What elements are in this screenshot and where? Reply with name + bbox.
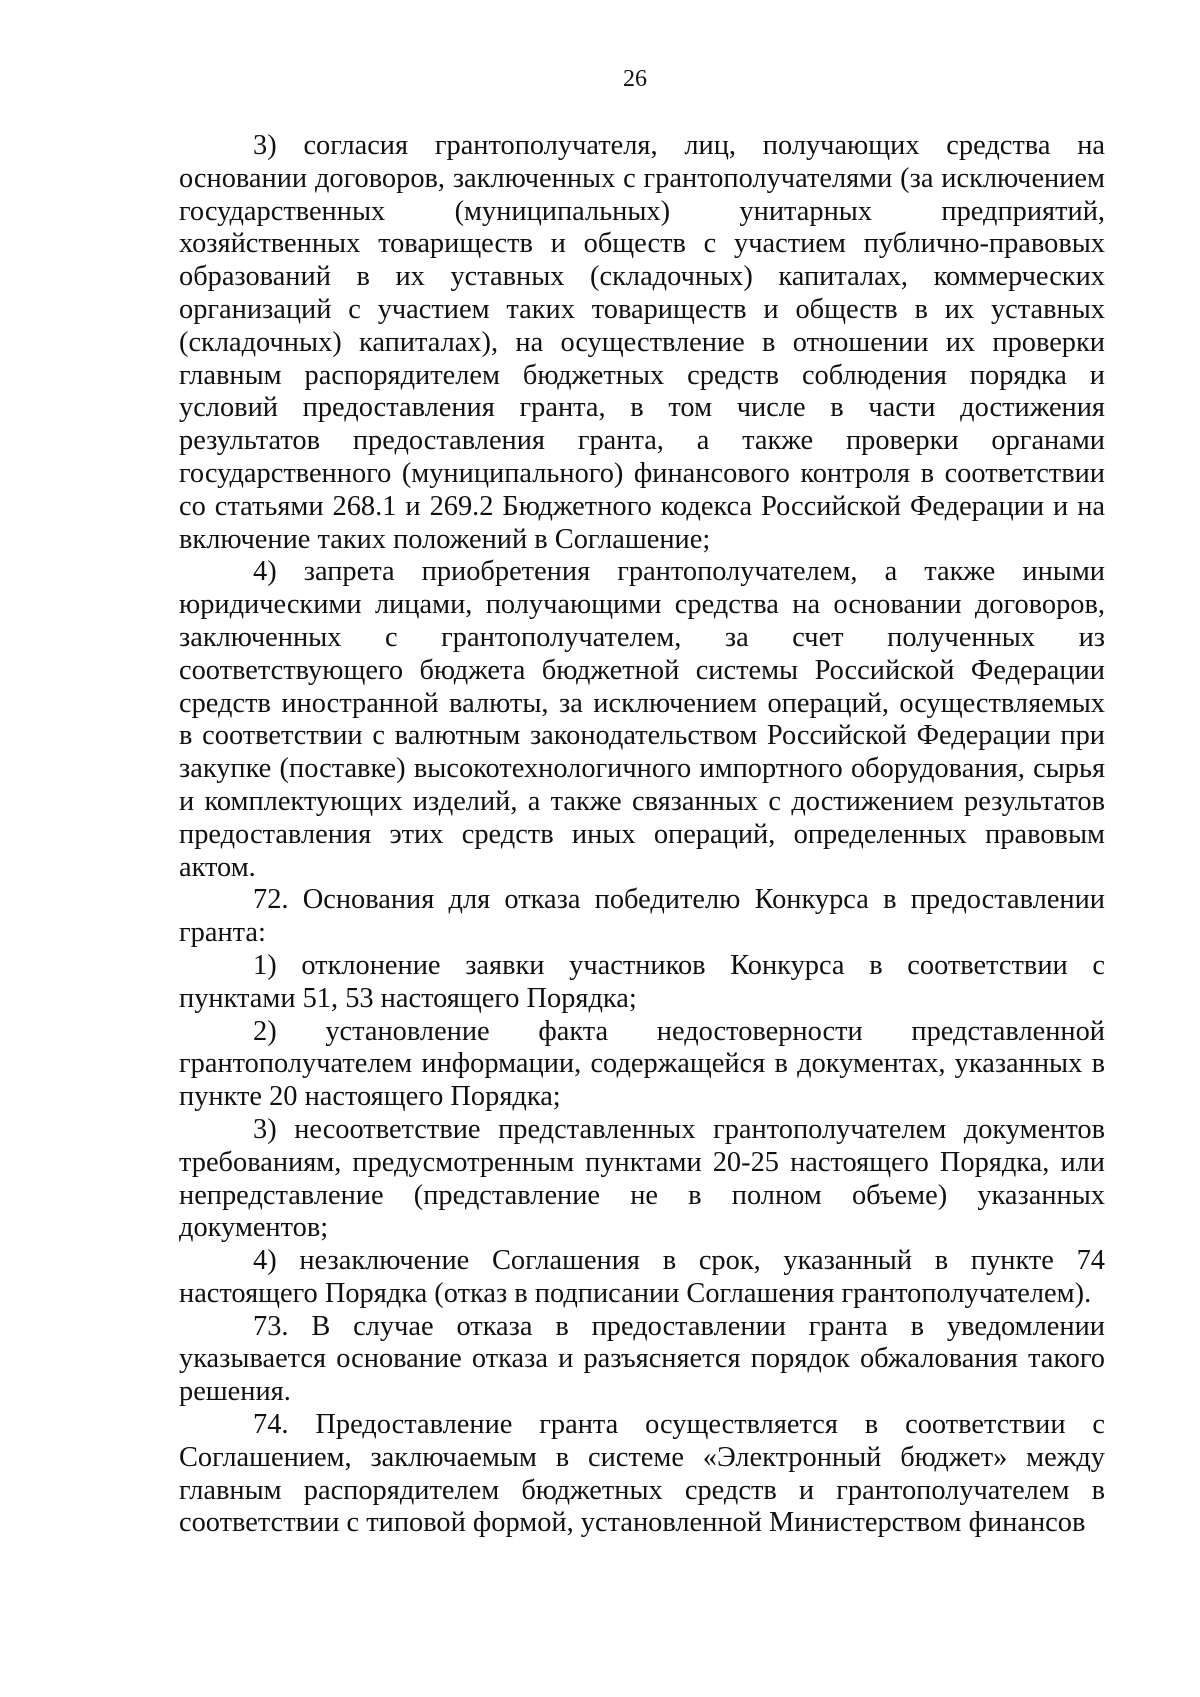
paragraph-73-refusal-notice: 73. В случае отказа в предоставлении гранта в уведомлении указывается основание отказа и разъясняется порядок обжалования такого решения. — [179, 1310, 1105, 1408]
paragraph-72-item-1: 1) отклонение заявки участников Конкурса в соответствии с пунктами 51, 53 настоящего Порядка; — [179, 949, 1105, 1014]
paragraph-72-item-4: 4) незаключение Соглашения в срок, указанный в пункте 74 настоящего Порядка (отказ в подписании Соглашения грантополучателем). — [179, 1245, 1105, 1309]
paragraph-74-grant-provision: 74. Предоставление гранта осуществляется в соответствии с Соглашением, заключаемым в системе «Электронный бюджет» между главным распорядителем бюджетных средств и грантополучателем в соответствии с типовой формой, установленной Министерством финансов — [179, 1409, 1105, 1539]
paragraph-72-item-3: 3) несоответствие представленных грантополучателем документов требованиям, предусмотренным пунктами 20-25 настоящего Порядка, или непредставление (представление не в полном объеме) указанных документов; — [179, 1113, 1105, 1244]
document-body — [179, 130, 1105, 1540]
page-number: 26 — [623, 66, 647, 92]
paragraph-item-3-consent: 3) согласия грантополучателя, лиц, получающих средства на основании договоров, заключенных с грантополучателями (за исключением государственных (муниципальных) унитарных предприятий, хозяйственных товариществ и обществ с участием публично-правовых образований в их уставных (складочных) капиталах, коммерческих организаций с участием таких товариществ и обществ в их уставных (складочных) капиталах), на осуществление в отношении их проверки главным распорядителем бюджетных средств соблюдения порядка и условий предоставления гранта, в том числе в части достижения результатов предоставления гранта, а также проверки органами государственного (муниципального) финансового контроля в соответствии со статьями 268.1 и 269.2 Бюджетного кодекса Российской Федерации и на включение таких положений в Соглашение; — [179, 130, 1105, 555]
paragraph-item-4-currency-ban: 4) запрета приобретения грантополучателем, а также иными юридическими лицами, получающими средства на основании договоров, заключенных с грантополучателем, за счет полученных из соответствующего бюджета бюджетной системы Российской Федерации средств иностранной валюты, за исключением операций, осуществляемых в соответствии с валютным законодательством Российской Федерации при закупке (поставке) высокотехнологичного импортного оборудования, сырья и комплектующих изделий, а также связанных с достижением результатов предоставления этих средств иных операций, определенных правовым актом. — [179, 556, 1105, 883]
paragraph-72-item-2: 2) установление факта недостоверности представленной грантополучателем информации, содержащейся в документах, указанных в пункте 20 настоящего Порядка; — [179, 1015, 1105, 1113]
paragraph-72-refusal-grounds: 72. Основания для отказа победителю Конкурса в предоставлении гранта: — [179, 884, 1105, 949]
